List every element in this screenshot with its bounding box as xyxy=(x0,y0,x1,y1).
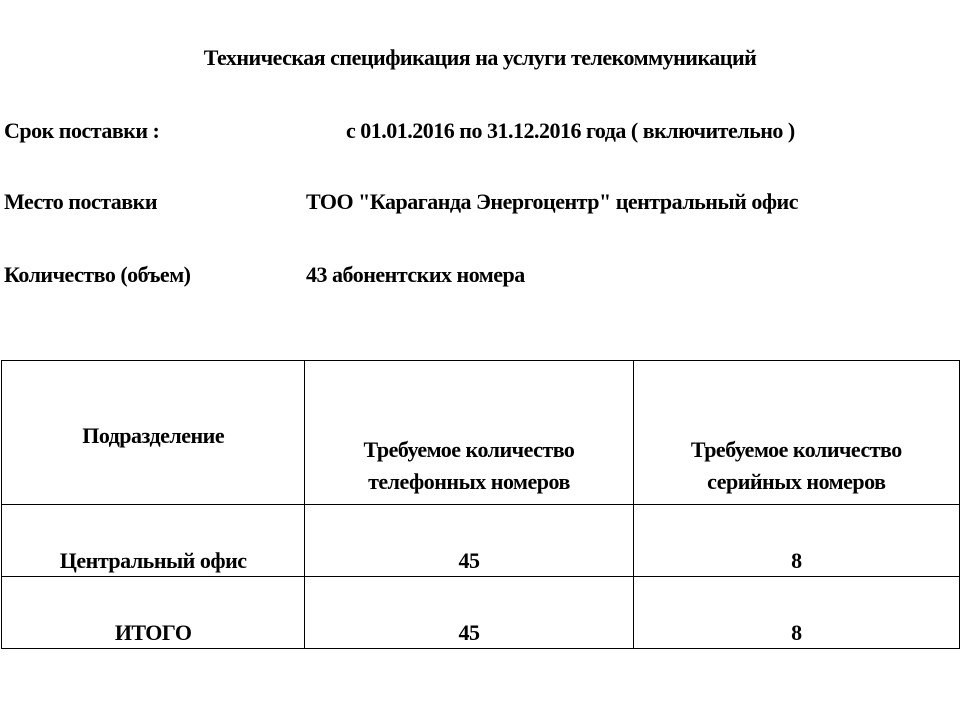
document-title: Техническая спецификация на услуги телекоммуникаций xyxy=(203,45,757,70)
delivery-term-value: с 01.01.2016 по 31.12.2016 года ( включительно ) xyxy=(346,118,795,143)
header-phone-numbers-line2: телефонных номеров xyxy=(368,469,570,494)
table-row-total xyxy=(2,577,960,649)
cell-serial-numbers: 8 xyxy=(633,505,959,577)
cell-phone-numbers: 45 xyxy=(305,577,633,649)
delivery-term-label: Срок поставки : xyxy=(4,118,160,143)
header-serial-numbers-line1: Требуемое количество xyxy=(690,437,902,462)
cell-phone-numbers: 45 xyxy=(305,505,633,577)
header-phone-numbers-line1: Требуемое количество xyxy=(363,437,575,462)
header-serial-numbers-line2: серийных номеров xyxy=(707,469,886,494)
table-row xyxy=(2,505,960,577)
cell-division: Центральный офис xyxy=(2,505,305,577)
specification-table xyxy=(1,360,960,649)
header-division: Подразделение xyxy=(2,361,305,505)
header-serial-numbers xyxy=(633,361,959,505)
header-phone-numbers xyxy=(305,361,633,505)
cell-division: ИТОГО xyxy=(2,577,305,649)
cell-serial-numbers: 8 xyxy=(633,577,959,649)
quantity-value: 43 абонентских номера xyxy=(306,262,525,287)
table-header-row xyxy=(2,361,960,505)
delivery-place-label: Место поставки xyxy=(4,189,158,214)
quantity-label: Количество (объем) xyxy=(4,262,191,287)
delivery-place-value: ТОО "Караганда Энергоцентр" центральный офис xyxy=(306,189,798,214)
